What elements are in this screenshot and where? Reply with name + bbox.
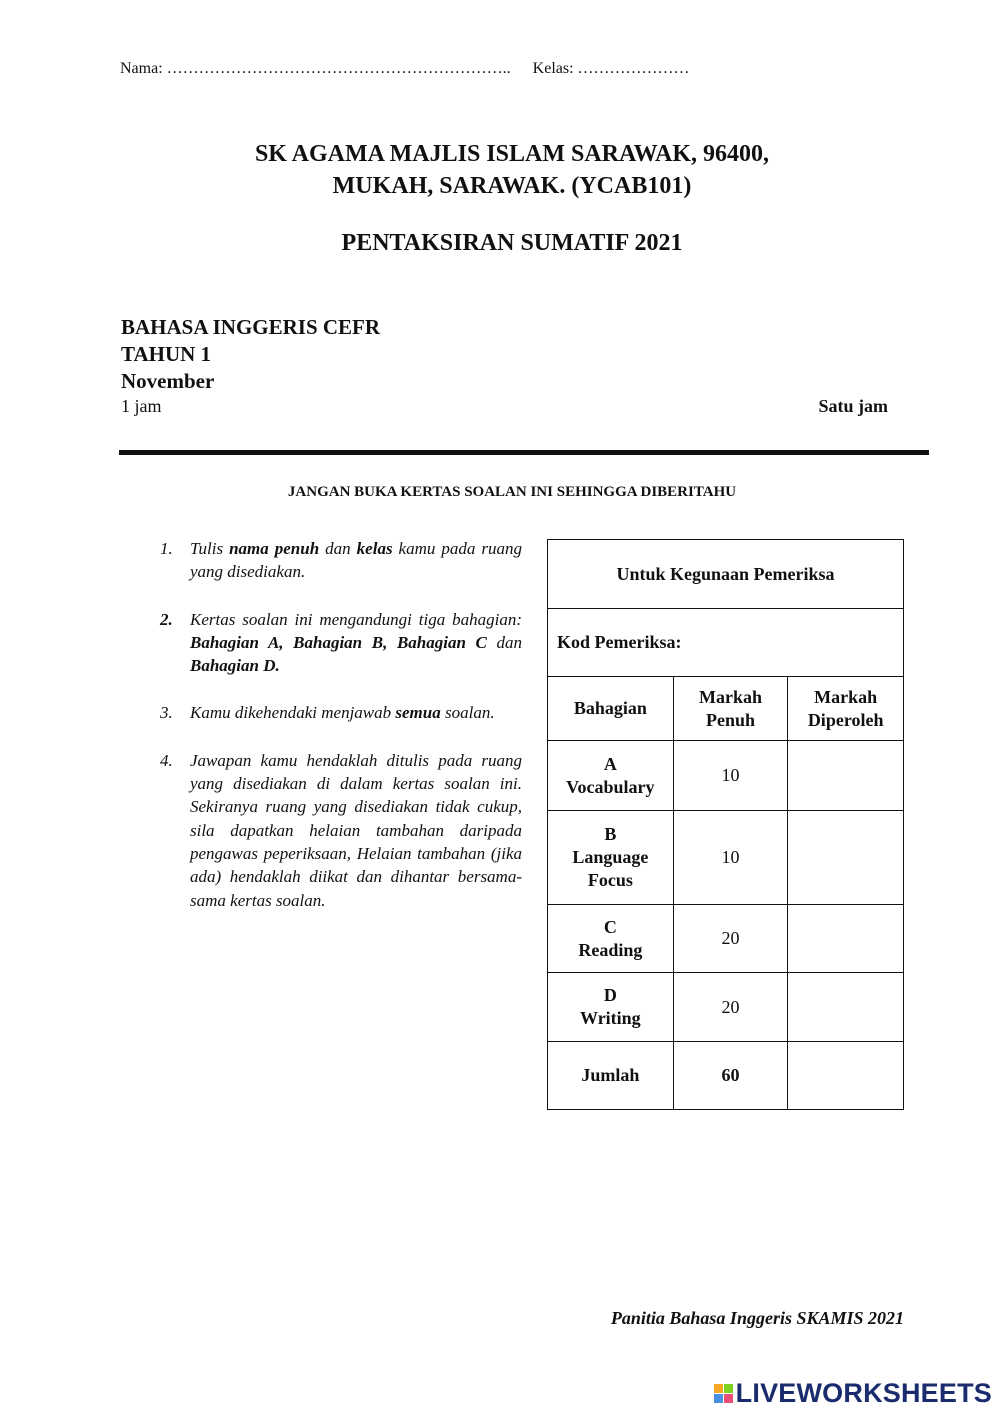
table-row <box>548 741 904 811</box>
subject-label: BAHASA INGGERIS CEFR <box>121 315 381 339</box>
table-row-total <box>548 1042 904 1110</box>
section-cell: C Reading <box>548 905 674 973</box>
logo-square <box>724 1394 733 1403</box>
school-name-line1: SK AGAMA MAJLIS ISLAM SARAWAK, 96400, <box>254 141 770 167</box>
table-row <box>548 905 904 973</box>
examiner-table-heading: Untuk Kegunaan Pemeriksa <box>548 540 904 609</box>
duration-label: 1 jam <box>121 396 162 416</box>
marks-obtained-cell[interactable] <box>788 811 904 905</box>
marks-obtained-cell[interactable] <box>788 741 904 811</box>
table-row <box>548 973 904 1042</box>
full-marks-cell: 10 <box>673 811 788 905</box>
instruction-number: 4. <box>160 750 173 770</box>
instruction-text: Jawapan kamu hendaklah ditulis pada ruang yang disediakan di dalam kertas soalan ini. Sekiranya ruang yang disediakan tidak cukup, sila dapatkan helaian tambahan daripada pengawas peperiksaan, Helaian tambahan (jika ada) hendaklah diikat dan dihantar bersama-sama kertas soalan. <box>190 750 522 910</box>
school-name-line2: MUKAH, SARAWAK. (YCAB101) <box>332 173 692 199</box>
year-label: TAHUN 1 <box>121 342 212 366</box>
liveworksheets-watermark <box>714 1378 992 1409</box>
column-header-section: Bahagian <box>548 677 674 741</box>
name-class-line <box>120 60 690 78</box>
instruction-item <box>160 749 522 912</box>
marks-obtained-cell[interactable] <box>788 973 904 1042</box>
examiner-table <box>547 539 904 1110</box>
instruction-text: Kamu dikehendaki menjawab semua soalan. <box>190 703 495 723</box>
instruction-item <box>160 701 522 724</box>
nama-field[interactable]: Nama: ……………………………………………………….. <box>120 60 511 77</box>
total-full-marks: 60 <box>673 1042 788 1110</box>
kelas-field[interactable]: Kelas: ………………… <box>532 60 690 77</box>
instruction-number: 2. <box>160 609 173 629</box>
warning-notice: JANGAN BUKA KERTAS SOALAN INI SEHINGGA DIBERITAHU <box>287 484 737 500</box>
section-cell: A Vocabulary <box>548 741 674 811</box>
logo-square <box>724 1384 733 1393</box>
logo-square <box>714 1384 723 1393</box>
full-marks-cell: 20 <box>673 973 788 1042</box>
full-marks-cell: 10 <box>673 741 788 811</box>
column-header-marks-obtained: Markah Diperoleh <box>788 677 904 741</box>
total-label: Jumlah <box>548 1042 674 1110</box>
instruction-number: 1. <box>160 539 173 558</box>
instructions-list <box>160 537 522 936</box>
assessment-title: PENTAKSIRAN SUMATIF 2021 <box>341 230 683 256</box>
logo-square <box>714 1394 723 1403</box>
instruction-number: 3. <box>160 703 173 723</box>
total-marks-obtained[interactable] <box>788 1042 904 1110</box>
instruction-item <box>160 608 522 678</box>
month-label: November <box>121 369 215 393</box>
marks-obtained-cell[interactable] <box>788 905 904 973</box>
full-marks-cell: 20 <box>673 905 788 973</box>
liveworksheets-wordmark: LIVEWORKSHEETS <box>735 1378 992 1408</box>
section-cell: D Writing <box>548 973 674 1042</box>
instruction-text: Kertas soalan ini mengandungi tiga bahagian: Bahagian A, Bahagian B, Bahagian C dan Bahagian D. <box>190 609 522 676</box>
examiner-code-field[interactable]: Kod Pemeriksa: <box>548 609 904 677</box>
section-cell: B Language Focus <box>548 811 674 905</box>
table-row <box>548 811 904 905</box>
duration-words-label: Satu jam <box>818 396 888 416</box>
column-header-full-marks: Markah Penuh <box>673 677 788 741</box>
header-divider <box>119 450 929 455</box>
instruction-item <box>160 537 522 584</box>
instruction-text: Tulis nama penuh dan kelas kamu pada ruang yang disediakan. <box>190 539 522 582</box>
footer-credit: Panitia Bahasa Inggeris SKAMIS 2021 <box>610 1308 904 1328</box>
liveworksheets-logo-icon <box>714 1384 733 1403</box>
